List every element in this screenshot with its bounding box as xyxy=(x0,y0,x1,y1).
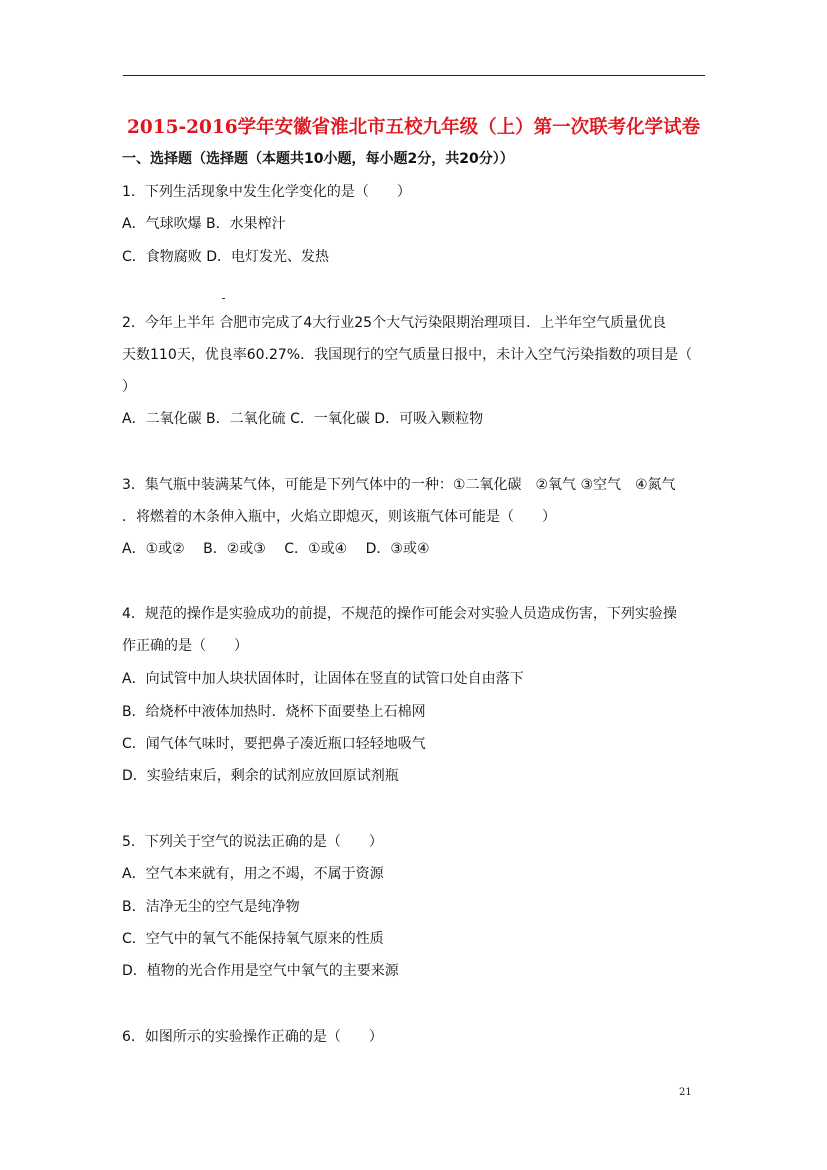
question-5-option-d: D．植物的光合作用是空气中氧气的主要来源 xyxy=(122,963,399,979)
question-3-stem-line-2: ．将燃着的木条伸入瓶中，火焰立即熄灭，则该瓶气体可能是（ ） xyxy=(122,509,556,525)
question-3-stem-line-1: 3．集气瓶中装满某气体，可能是下列气体中的一种：①二氧化碳 ②氧气 ③空气 ④氮气 xyxy=(122,477,676,493)
question-5-stem: 5．下列关于空气的说法正确的是（ ） xyxy=(122,834,383,850)
page-number: 21 xyxy=(679,1087,692,1098)
question-4-option-a: A．向试管中加人块状固体时，让固体在竖直的试管口处自由落下 xyxy=(122,671,524,687)
question-4-option-b: B．给烧杯中液体加热时．烧杯下面要垫上石棉网 xyxy=(122,704,426,720)
question-6-stem: 6．如图所示的实验操作正确的是（ ） xyxy=(122,1029,383,1045)
question-2-stem-line-3: ） xyxy=(122,379,136,395)
stray-mark xyxy=(222,298,225,299)
question-2-stem-line-1: 2．今年上半年 合肥市完成了4大行业25个大气污染限期治理项目．上半年空气质量优良 xyxy=(122,315,667,331)
question-5-option-c: C．空气中的氧气不能保持氧气原来的性质 xyxy=(122,931,384,947)
question-4-option-d: D．实验结束后，剩余的试剂应放回原试剂瓶 xyxy=(122,768,399,784)
question-1-options-cd: C．食物腐败 D．电灯发光、发热 xyxy=(122,249,330,265)
question-4-stem-line-2: 作正确的是（ ） xyxy=(122,638,248,654)
question-1-stem: 1．下列生活现象中发生化学变化的是（ ） xyxy=(122,184,411,200)
question-4-stem-line-1: 4．规范的操作是实验成功的前提，不规范的操作可能会对实验人员造成伤害，下列实验操 xyxy=(122,606,677,622)
header-rule xyxy=(123,75,705,76)
question-3-options: A．①或② B．②或③ C．①或④ D．③或④ xyxy=(122,541,430,557)
section-heading: 一、选择题（选择题（本题共10小题，每小题2分，共20分）） xyxy=(122,151,514,167)
question-5-option-b: B．洁净无尘的空气是纯净物 xyxy=(122,899,300,915)
question-5-option-a: A．空气本来就有，用之不竭，不属于资源 xyxy=(122,866,384,882)
question-2-stem-line-2: 天数110天，优良率60.27%．我国现行的空气质量日报中，未计入空气污染指数的项目是（ xyxy=(122,347,693,363)
question-2-options: A．二氧化碳 B．二氧化硫 C．一氧化碳 D．可吸入颗粒物 xyxy=(122,411,484,427)
page-title: 2015-2016学年安徽省淮北市五校九年级（上）第一次联考化学试卷 xyxy=(127,117,701,138)
question-1-options-ab: A．气球吹爆 B．水果榨汁 xyxy=(122,216,286,232)
question-4-option-c: C．闻气体气味时，要把鼻子凑近瓶口轻轻地吸气 xyxy=(122,736,426,752)
